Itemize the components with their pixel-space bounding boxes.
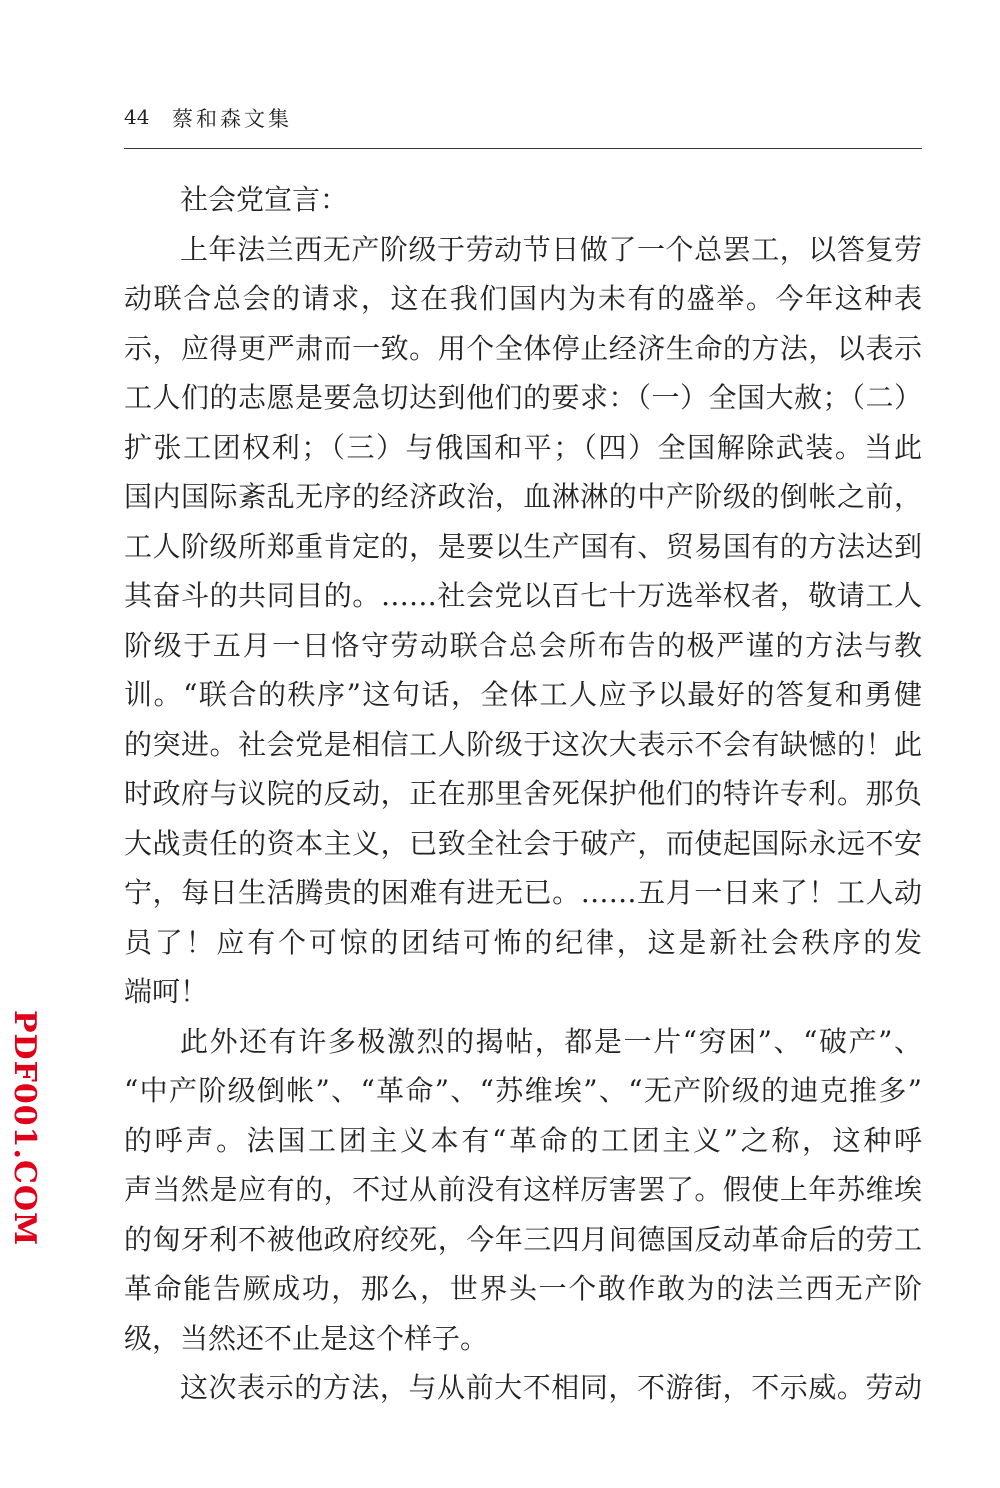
text-line: 宁，每日生活腾贵的困难有进无已。……五月一日来了！工人动 [124, 876, 922, 909]
text-line: 扩张工团权利；（三）与俄国和平；（四）全国解除武装。当此 [124, 430, 922, 464]
page-number: 44 [124, 105, 150, 129]
text-line: 端呵！ [124, 975, 209, 1008]
text-line: 这次表示的方法，与从前大不相同，不游街，不示威。劳动 [180, 1371, 922, 1404]
text-line: 革命能告厥成功，那么，世界头一个敢作敢为的法兰西无产阶 [124, 1272, 922, 1305]
text-line: “中产阶级倒帐”、“革命”、“苏维埃”、“无产阶级的迪克推多” [124, 1074, 922, 1107]
text-line: 国内国际紊乱无序的经济政治，血淋淋的中产阶级的倒帐之前， [124, 480, 922, 513]
header-rule [124, 148, 922, 149]
text-line: 的呼声。法国工团主义本有“革命的工团主义”之称，这种呼 [124, 1123, 922, 1157]
text-line: 时政府与议院的反动，正在那里舍死保护他们的特许专利。那负 [124, 777, 922, 810]
text-line: 动联合总会的请求，这在我们国内为未有的盛举。今年这种表 [124, 282, 922, 315]
body-text [124, 175, 922, 1413]
text-line: 阶级于五月一日恪守劳动联合总会所布告的极严谨的方法与教 [124, 628, 922, 662]
text-line: 示，应得更严肃而一致。用个全体停止经济生命的方法，以表示 [124, 331, 922, 365]
running-header [124, 103, 922, 135]
text-line: 训。“联合的秩序”这句话，全体工人应予以最好的答复和勇健 [124, 678, 922, 711]
text-line: 其奋斗的共同目的。……社会党以百七十万选举权者，敬请工人 [124, 579, 922, 612]
text-line: 的突进。社会党是相信工人阶级于这次大表示不会有缺憾的！此 [124, 727, 922, 761]
book-title: 蔡和森文集 [172, 107, 292, 131]
text-line: 社会党宣言： [180, 183, 349, 216]
text-line: 员了！应有个可惊的团结可怖的纪律，这是新社会秩序的发 [124, 925, 922, 959]
text-line: 工人阶级所郑重肯定的，是要以生产国有、贸易国有的方法达到 [124, 529, 922, 563]
text-line: 此外还有许多极激烈的揭帖，都是一片“穷困”、“破产”、 [180, 1024, 922, 1058]
text-line: 级，当然还不止是这个样子。 [124, 1321, 489, 1355]
text-line: 大战责任的资本主义，已致全社会于破产，而使起国际永远不安 [124, 826, 922, 860]
text-line: 上年法兰西无产阶级于劳动节日做了一个总罢工，以答复劳 [180, 232, 922, 266]
text-line: 声当然是应有的，不过从前没有这样厉害罢了。假使上年苏维埃 [124, 1173, 922, 1206]
text-line: 工人们的志愿是要急切达到他们的要求：（一）全国大赦；（二） [124, 381, 922, 414]
text-line: 的匈牙利不被他政府绞死，今年三四月间德国反动革命后的劳工 [124, 1222, 922, 1256]
watermark [7, 1010, 46, 1247]
watermark-text: PDF001.COM [7, 1010, 42, 1247]
